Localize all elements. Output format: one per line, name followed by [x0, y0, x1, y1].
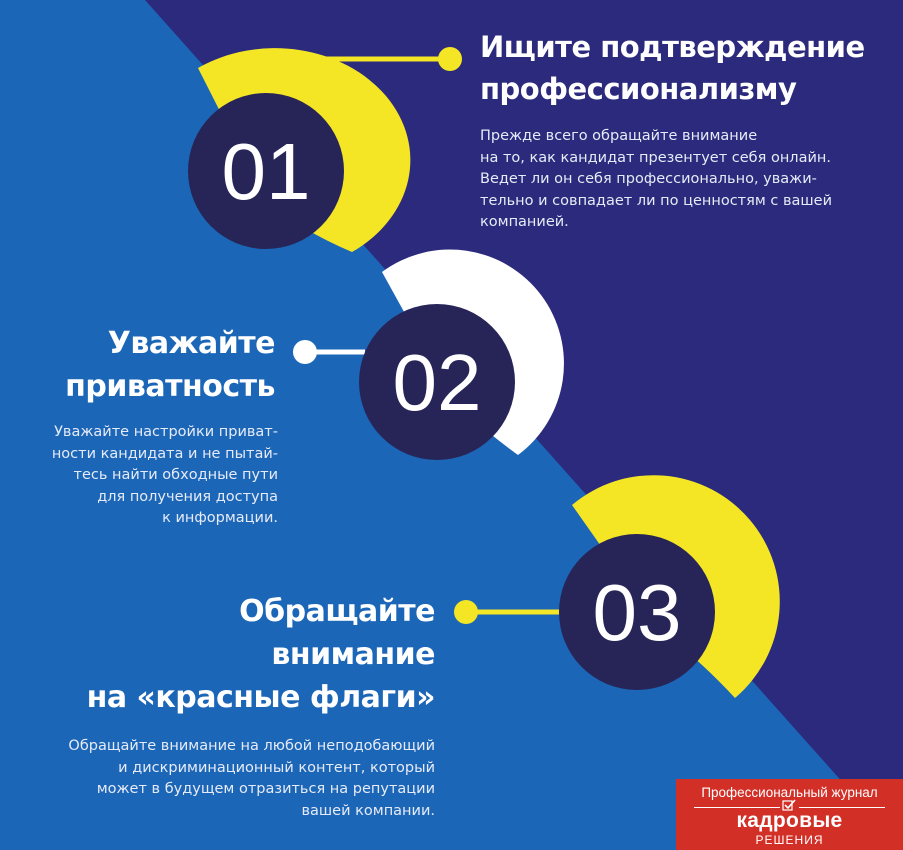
title-01: Ищите подтверждение профессионализму — [480, 30, 865, 106]
connector-dot-03 — [454, 600, 478, 624]
logo-line-2: кадровые — [736, 809, 843, 832]
title-03: Обращайте внимание на «красные флаги» — [86, 594, 435, 715]
body-01: Прежде всего обращайте внимание на то, как кандидат презентует себя онлайн. Ведет ли он себя профессионально, уважи- тельно и совпадает ли по ценностям с вашей компанией. — [480, 128, 833, 230]
journal-logo — [676, 779, 903, 850]
title-02: Уважайте приватность — [65, 326, 275, 404]
logo-line-1: Профессиональный журнал — [701, 785, 878, 800]
logo-line-3: РЕШЕНИЯ — [755, 833, 824, 847]
body-03: Обращайте внимание на любой неподобающий и дискриминационный контент, который может в будущем отразиться на репутации вашей компании. — [68, 738, 435, 819]
number-02: 02 — [392, 338, 482, 427]
logo-rule-right — [799, 807, 885, 808]
number-03: 03 — [592, 568, 682, 657]
body-02: Уважайте настройки приват- ности кандидата и не пытай- тесь найти обходные пути для получения доступа к информации. — [51, 424, 278, 526]
connector-dot-01 — [438, 47, 462, 71]
number-01: 01 — [221, 127, 311, 216]
logo-rule-left — [694, 807, 780, 808]
connector-dot-02 — [293, 340, 317, 364]
